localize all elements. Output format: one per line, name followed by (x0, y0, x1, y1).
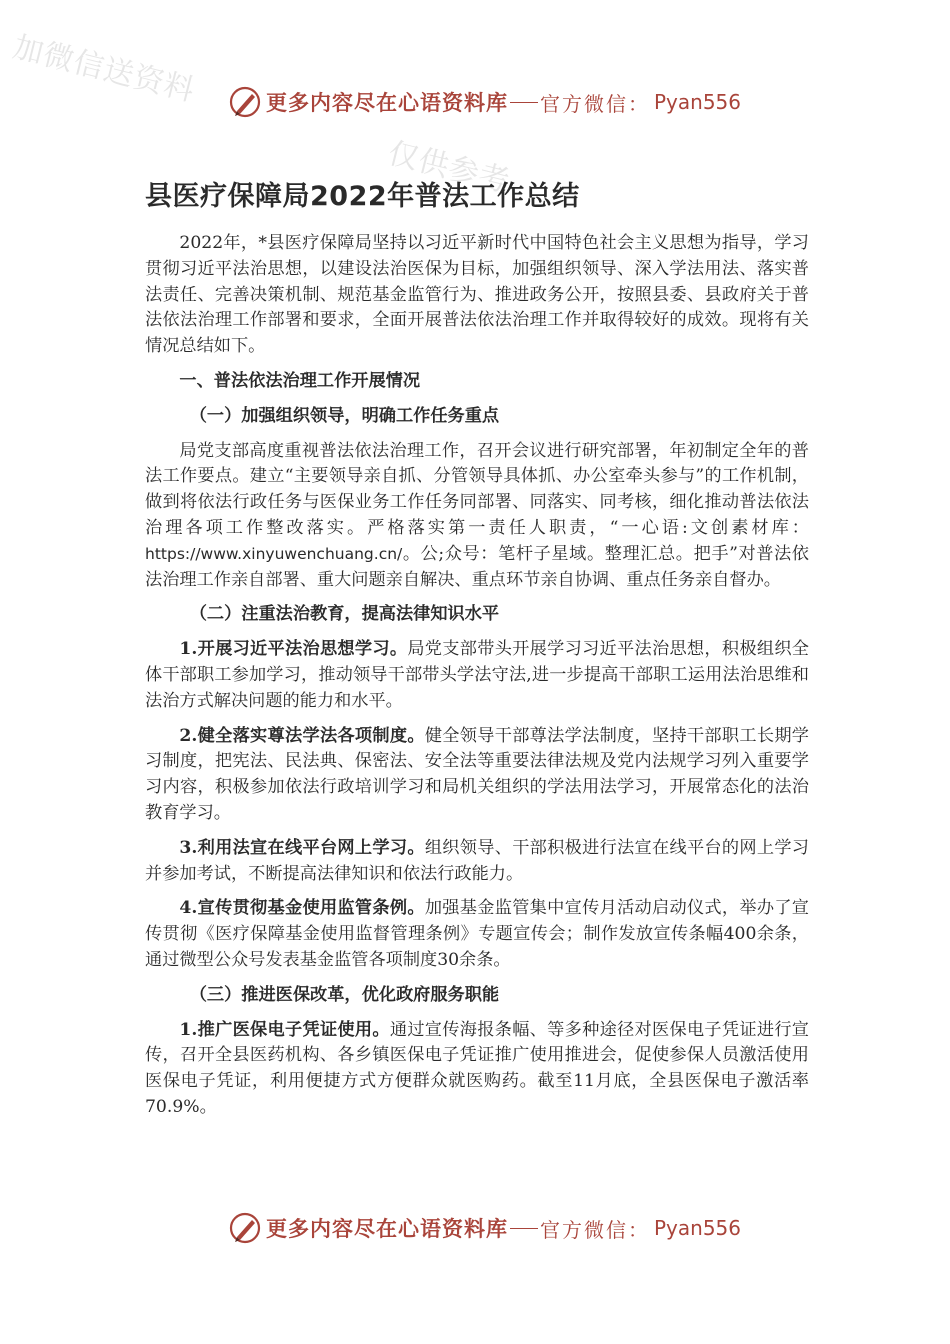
document-title: 县医疗保障局2022年普法工作总结 (145, 181, 580, 212)
footer-banner (228, 1208, 741, 1248)
banner-dash (510, 102, 538, 103)
item-lead: 1.推广医保电子凭证使用。 (179, 1019, 390, 1040)
banner-wechat-id: Pyan556 (654, 1216, 742, 1240)
subsection-heading: （一）加强组织领导，明确工作任务重点 (189, 405, 500, 426)
list-item (145, 896, 809, 973)
banner-wechat-id: Pyan556 (654, 90, 742, 114)
banner-wechat-label: 官方微信： (540, 91, 650, 116)
list-item (145, 637, 809, 714)
paragraph-text: 。公;众号：笔杆子星域。整理汇总。把手”对普法依法治理工作亲自部署、重大问题亲自解决、重点环节亲自协调、重点任务亲自督办。 (145, 543, 809, 590)
banner-wechat-label: 官方微信： (540, 1217, 650, 1242)
item-lead: 4.宣传贯彻基金使用监管条例。 (179, 898, 425, 919)
banner-dash (510, 1228, 538, 1229)
subsection-heading: （二）注重法治教育，提高法律知识水平 (189, 604, 500, 625)
paragraph-text: 局党支部高度重视普法依法治理工作，召开会议进行研究部署，年初制定全年的普法工作要点。建立“主要领导亲自抓、分管领导具体抓、办公室牵头参与”的工作机制，做到将依法行政任务与医保业务工作任务同部署、同落实、同考核，细化推动普法依法治理各项工作整改落实。严格落实第一责任人职责，“一心语:文创素材库： (145, 440, 809, 538)
list-item (145, 836, 809, 888)
document-body (145, 231, 809, 1130)
item-lead: 3.利用法宣在线平台网上学习。 (179, 837, 425, 858)
pen-logo-icon (228, 1211, 262, 1245)
banner-site-name: 更多内容尽在心语资料库 (266, 1216, 508, 1241)
watermark-text: 仅供参考 (384, 135, 514, 200)
body-paragraph (145, 439, 809, 594)
pen-logo-icon (228, 85, 262, 119)
banner-site-name: 更多内容尽在心语资料库 (266, 90, 508, 115)
watermark-text: 加微信送资料 (9, 29, 199, 109)
list-item (145, 1018, 809, 1121)
item-text: 加强基金监管集中宣传月活动启动仪式，举办了宣传贯彻《医疗保障基金使用监督管理条例》专题宣传会；制作发放宣传条幅400余条，通过微型公众号发表基金监管各项制度30余条。 (145, 898, 809, 970)
subsection-heading: （三）推进医保改革，优化政府服务职能 (189, 984, 500, 1005)
list-item (145, 724, 809, 827)
item-text: 通过宣传海报条幅、等多种途径对医保电子凭证进行宣传，召开全县医药机构、各乡镇医保电子凭证推广使用推进会，促使参保人员激活使用医保电子凭证，利用便捷方式方便群众就医购药。截至11月底，全县医保电子激活率70.9%。 (145, 1019, 809, 1117)
item-text: 健全领导干部尊法学法制度，坚持干部职工长期学习制度，把宪法、民法典、保密法、安全法等重要法律法规及党内法规学习列入重要学习内容，积极参加依法行政培训学习和局机关组织的学法用法学习，开展常态化的法治教育学习。 (145, 725, 809, 823)
item-text: 局党支部带头开展学习习近平法治思想，积极组织全体干部职工参加学习，推动领导干部带头学法守法,进一步提高干部职工运用法治思维和法治方式解决问题的能力和水平。 (145, 639, 809, 711)
section-heading: 一、普法依法治理工作开展情况 (179, 370, 421, 391)
header-banner (228, 82, 741, 122)
item-lead: 2.健全落实尊法学法各项制度。 (179, 725, 425, 746)
intro-paragraph: 2022年，*县医疗保障局坚持以习近平新时代中国特色社会主义思想为指导，学习贯彻习近平法治思想，以建设法治医保为目标，加强组织领导、深入学法用法、落实普法责任、完善决策机制、规范基金监管行为、推进政务公开，按照县委、县政府关于普法依法治理工作部署和要求，全面开展普法依法治理工作并取得较好的成效。现将有关情况总结如下。 (145, 233, 809, 357)
website-url: https://www.xinyuwenchuang.cn/ (145, 544, 403, 563)
item-text: 组织领导、干部积极进行法宣在线平台的网上学习并参加考试，不断提高法律知识和依法行政能力。 (145, 837, 809, 884)
item-lead: 1.开展习近平法治思想学习。 (179, 639, 408, 660)
